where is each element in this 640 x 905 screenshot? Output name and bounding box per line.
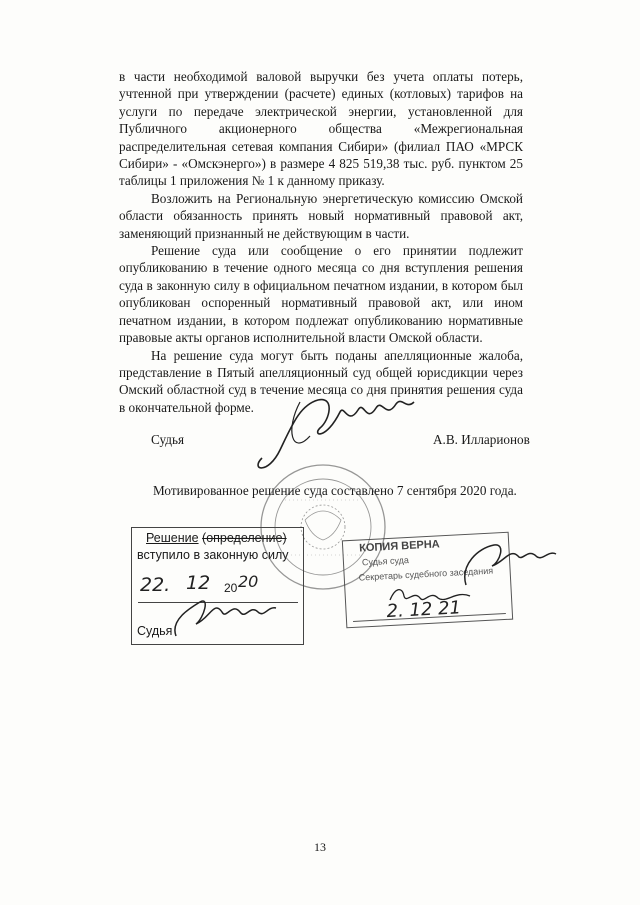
stamp-year-prefix: 20 — [224, 581, 238, 595]
paragraph-3: Решение суда или сообщение о его принятии подлежит опубликованию в течение одного месяца со дня вступления решения суда в законную силу в официальном печатном издании, в котором был опубликован оспоренный нормативный правовой акт, или ином печатном издании, в котором подлежат опубликованию нормативные правовые акты органов исполнительной власти Омской области. — [119, 243, 523, 346]
copy-stamp-signature-1 — [465, 545, 556, 585]
stamp-hw-month: 12 — [186, 572, 211, 594]
paragraph-4: На решение суда могут быть поданы апелляционные жалоба, представление в Пятый апелляционный суд общей юрисдикции через Омский областной суд в течение месяца со дня принятия решения суда в окончательной форме. — [119, 347, 523, 415]
stamp-hw-year: 20 — [238, 572, 259, 591]
copy-stamp-title: КОПИЯ ВЕРНА — [358, 538, 441, 555]
copy-stamp-signature-2 — [390, 590, 470, 600]
stamp-line-2: вступило в законную силу — [137, 548, 289, 562]
stamp-title-word: Решение — [146, 531, 199, 545]
stamp-signature — [175, 601, 276, 636]
judge-label: Судья — [151, 432, 185, 447]
copy-stamp-small: Судья суда — [361, 554, 410, 568]
stamp-judge-label: Судья — [137, 624, 173, 638]
paragraph-1: в части необходимой валовой выручки без учета оплаты потерь, учтенной при утверждении (расчете) единых (котловых) тарифов на услуги по передаче электрической энергии, установленной для Публичного акционерного общества «Межрегиональная распределительная сетевая компания Сибири» (филиал ПАО «МРСК Сибири» - «Омскэнерго») в размере 4 825 519,38 тыс. руб. пунктом 25 таблицы 1 приложения № 1 к данному приказу. — [119, 69, 523, 189]
judge-name: А.В. Илларионов — [433, 432, 530, 447]
copy-stamp-role: Секретарь судебного заседания — [358, 565, 494, 583]
paragraph-2: Возложить на Региональную энергетическую комиссию Омской области обязанность принять новый нормативный правовой акт, заменяющий признанный не действующим в части. — [119, 190, 523, 241]
stamp-title-struck: (определение) — [202, 531, 287, 545]
motivated-decision-note: Мотивированное решение суда составлено 7 сентября 2020 года. — [153, 483, 517, 498]
page-number: 13 — [314, 840, 326, 854]
court-seal — [261, 465, 385, 589]
stamp-hw-day: 22. — [140, 574, 171, 596]
copy-stamp-hw-date: 2. 12 21 — [386, 597, 462, 623]
judge-signature — [258, 400, 414, 468]
